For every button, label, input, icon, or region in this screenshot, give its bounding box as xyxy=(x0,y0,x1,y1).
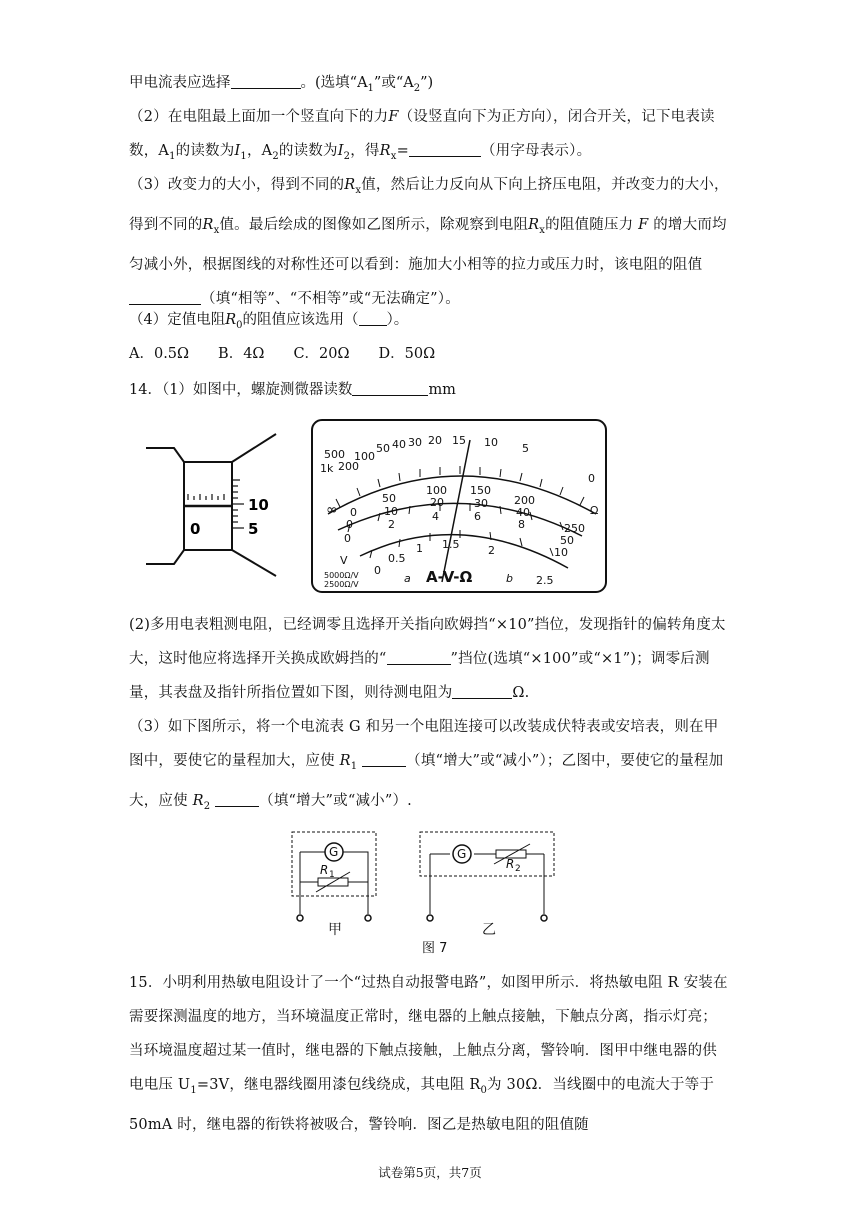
q13-line0: 甲电流表应选择 。(选填“$A_1$”或“$A_2$”) xyxy=(129,75,434,94)
ac-label: 0 xyxy=(374,564,381,577)
q14-part3: （3）如下图所示，将一个电流表 G 和另一个电阻连接可以改装成伏特表或安培表，则在甲图中，要使它的量程加大，应使 $R_1$ （填“增大”或“减小”）；乙图中，要使它的量程加大，应使 $R_2$ （填“增大”或“减小”）. xyxy=(129,719,724,812)
q14-part2: (2)多用电表粗测电阻，已经调零且选择开关指向欧姆挡“×10”挡位，发现指针的偏转角度太大，这时他应将选择开关换成欧姆挡的“ ”挡位(选填“×100”或“×1”)；调零后测量，其表盘及指针所指位置如下图，则待测电阻为 Ω. xyxy=(129,617,726,701)
micrometer-label-0: 0 xyxy=(190,520,201,538)
q14-part1: 14．（1）如图中，螺旋测微器读数 mm xyxy=(129,382,456,398)
ohm-label: 5 xyxy=(522,442,529,455)
dc-label: 250 xyxy=(564,522,585,535)
ac-label: 2.5 xyxy=(536,574,554,587)
ohm-label: 15 xyxy=(452,434,466,447)
ac-label: 2 xyxy=(488,544,495,557)
dc-label: 10 xyxy=(384,505,398,518)
dc-label: 0 xyxy=(346,518,353,531)
meter-spec: 2500Ω/V xyxy=(324,580,359,589)
g-label: G xyxy=(457,847,467,861)
ohm-label: 50 xyxy=(376,442,390,455)
ohm-label: 30 xyxy=(408,436,422,449)
q15-text: 15．小明利用热敏电阻设计了一个“过热自动报警电路”，如图甲所示．将热敏电阻 R 安装在需要探测温度的地方，当环境温度正常时，继电器的上触点接触，下触点分离，指示灯亮；当环境温度超过某一值时，继电器的下触点接触，上触点分离，警铃响．图甲中继电器的供电电压 $U_1=3V$，继电器线圈用漆包线绕成，其电阻 $R_0$为 30Ω．当线圈中的电流大于等于 50mA 时，继电器的衔铁将被吸合，警铃响．图乙是热敏电阻的阻值随 xyxy=(129,975,728,1133)
micrometer-label-10: 10 xyxy=(248,496,269,514)
dc-label: 150 xyxy=(470,484,491,497)
circuit-figure xyxy=(286,826,566,958)
dc-label: 100 xyxy=(426,484,447,497)
r2-label: R xyxy=(506,857,515,871)
meter-b-label: b xyxy=(506,572,513,585)
q13-part3: （3）改变力的大小，得到不同的$R_x$值，然后让力反向从下向上挤压电阻，并改变力的大小，得到不同的$R_x$值。最后绘成的图像如乙图所示，除观察到电阻$R_x$的阻值随压力 F 的增大而均匀减小外，根据图线的对称性还可以看到：施加大小相等的拉力或压力时，该电阻的阻值（填“相等”、“不相等”或“无法确定”）。 xyxy=(129,177,729,307)
ohm-label: 20 xyxy=(428,434,442,447)
dc-label: 30 xyxy=(474,497,488,510)
micrometer-figure xyxy=(144,430,284,580)
multimeter-dial xyxy=(310,418,608,594)
answer-blank[interactable] xyxy=(452,684,512,699)
dc-label: 10 xyxy=(554,546,568,559)
ohm-unit: Ω xyxy=(590,504,599,517)
meter-center-label: A-V-Ω xyxy=(426,568,473,586)
figure-caption: 图 7 xyxy=(422,941,448,956)
g-label: G xyxy=(329,845,339,859)
dc-label: 8 xyxy=(518,518,525,531)
r1-label: R xyxy=(320,863,329,877)
answer-blank[interactable] xyxy=(387,650,451,665)
dc-label: 0 xyxy=(344,532,351,545)
dc-label: 200 xyxy=(514,494,535,507)
q13-part2: （2）在电阻最上面加一个竖直向下的力F（设竖直向下为正方向），闭合开关，记下电表读数，$A_1$的读数为$I_1$，$A_2$的读数为$I_2$，得$R_x=$ （用字母表示）。 xyxy=(129,109,715,162)
ac-label: 0.5 xyxy=(388,552,406,565)
dc-label: 6 xyxy=(474,510,481,523)
q13-part4: （4）定值电阻$R_0$的阻值应该选用（ ）。 xyxy=(129,312,409,331)
ac-label: 1.5 xyxy=(442,538,460,551)
dc-label: 50 xyxy=(560,534,574,547)
infinity-label: ∞ xyxy=(326,502,338,518)
jia-label: 甲 xyxy=(328,922,342,938)
dc-label: 2 xyxy=(388,518,395,531)
dc-label: 40 xyxy=(516,506,530,519)
meter-spec: 5000Ω/V xyxy=(324,571,359,580)
answer-blank[interactable] xyxy=(129,290,201,305)
answer-blank[interactable] xyxy=(359,311,387,326)
answer-blank[interactable] xyxy=(362,752,406,767)
answer-blank[interactable] xyxy=(231,74,301,89)
dc-label: 4 xyxy=(432,510,439,523)
v-label: V xyxy=(340,554,348,567)
q13-options: A．0.5Ω B．4Ω C．20Ω D．50Ω xyxy=(129,346,436,362)
answer-blank[interactable] xyxy=(409,142,481,157)
meter-a-label: a xyxy=(404,572,411,585)
ohm-label: 0 xyxy=(588,472,595,485)
micrometer-label-5: 5 xyxy=(248,520,259,538)
ohm-label: 1k xyxy=(320,462,334,475)
page-footer: 试卷第5页，共7页 xyxy=(378,1165,482,1180)
ohm-label: 200 xyxy=(338,460,359,473)
dc-label: 20 xyxy=(430,496,444,509)
yi-label: 乙 xyxy=(482,922,496,938)
r1-sub: 1 xyxy=(329,870,335,880)
ohm-label: 10 xyxy=(484,436,498,449)
dc-label: 50 xyxy=(382,492,396,505)
ohm-label: 40 xyxy=(392,438,406,451)
dc-label: 0 xyxy=(350,506,357,519)
answer-blank[interactable] xyxy=(352,381,428,396)
ac-label: 1 xyxy=(416,542,423,555)
ohm-label: 500 xyxy=(324,448,345,461)
answer-blank[interactable] xyxy=(215,792,259,807)
r2-sub: 2 xyxy=(515,864,521,874)
ohm-label: 100 xyxy=(354,450,375,463)
